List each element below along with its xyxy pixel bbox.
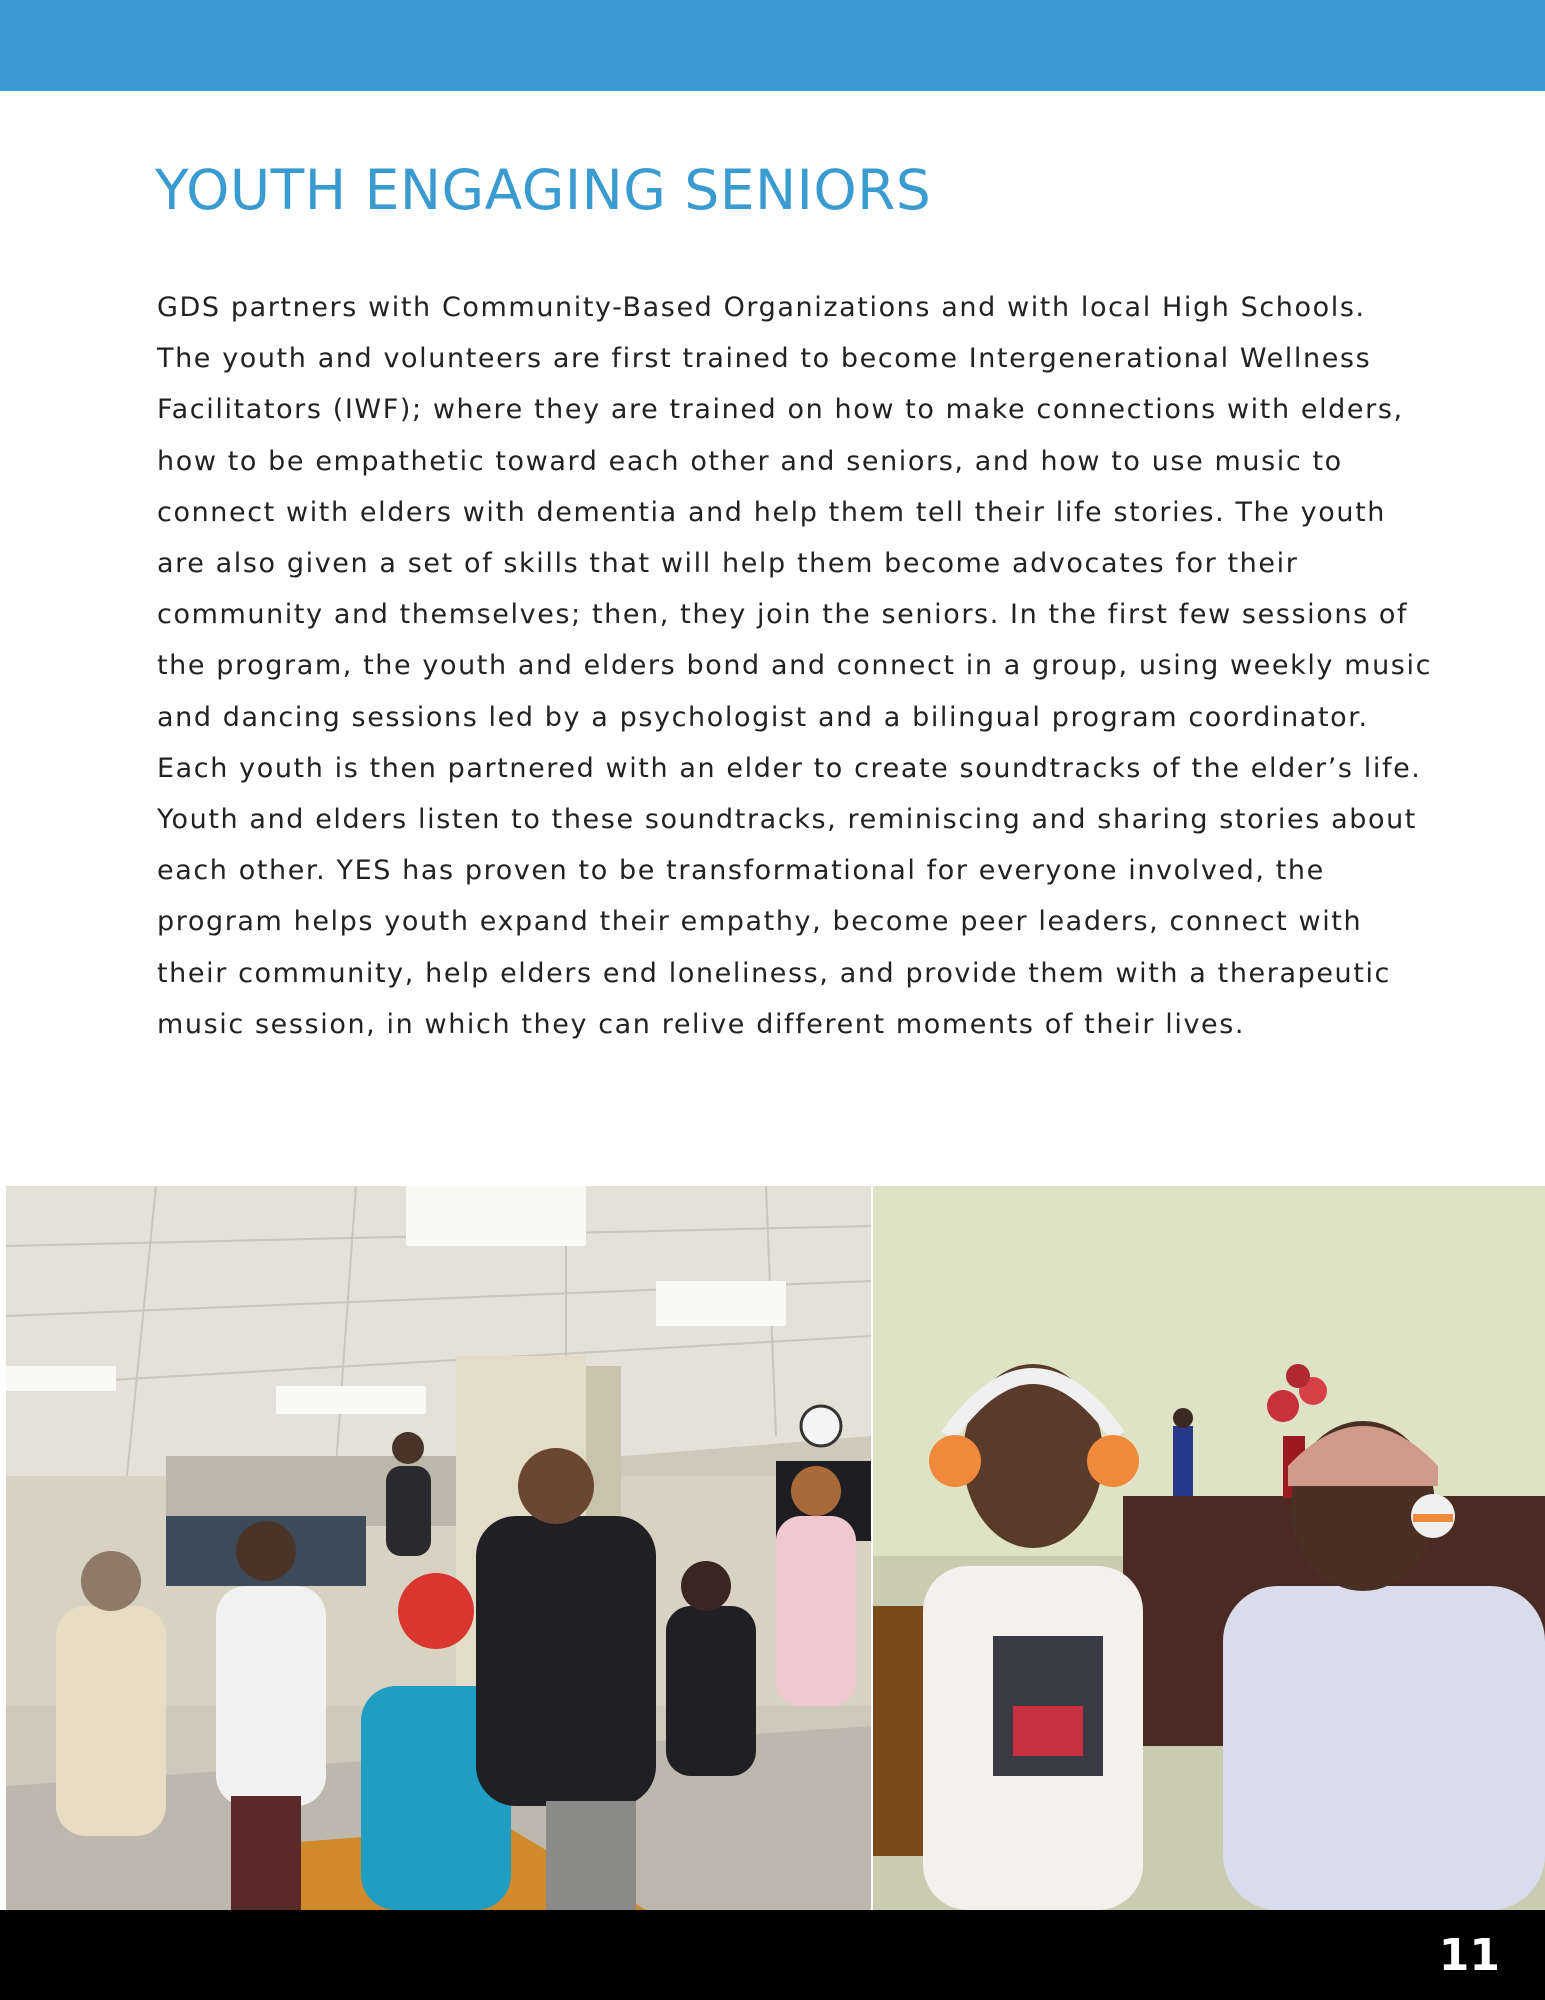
paragraph-line: each other. YES has proven to be transformational for everyone involved, the: [157, 855, 1325, 887]
paragraph-line: Facilitators (IWF); where they are trained on how to make connections with elders,: [157, 394, 1404, 426]
paragraph-line: their community, help elders end loneliness, and provide them with a therapeutic: [157, 957, 1391, 989]
footer-bar: [0, 1910, 1545, 2000]
paragraph-line: how to be empathetic toward each other and seniors, and how to use music to: [157, 445, 1343, 477]
header-bar: [0, 0, 1545, 91]
paragraph-line: community and themselves; then, they join the seniors. In the first few sessions of: [157, 599, 1409, 631]
paragraph-line: music session, in which they can relive different moments of their lives.: [157, 1008, 1246, 1040]
page-number: 11: [1438, 1930, 1500, 1981]
paragraph-line: connect with elders with dementia and help them tell their life stories. The youth: [157, 496, 1386, 528]
group-dance-photo: [6, 1186, 871, 1910]
page-title: YOUTH ENGAGING SENIORS: [155, 158, 932, 222]
paragraph-line: GDS partners with Community-Based Organizations and with local High Schools.: [157, 292, 1366, 323]
paragraph-line: are also given a set of skills that will help them become advocates for their: [157, 548, 1299, 580]
paragraph-line: the program, the youth and elders bond and connect in a group, using weekly music: [157, 650, 1433, 682]
paragraph-line: Each youth is then partnered with an elder to create soundtracks of the elder’s life.: [157, 752, 1422, 784]
paragraph-line: program helps youth expand their empathy, become peer leaders, connect with: [157, 906, 1363, 938]
paragraph-line: Youth and elders listen to these soundtracks, reminiscing and sharing stories about: [157, 804, 1417, 836]
paragraph-line: and dancing sessions led by a psychologist and a bilingual program coordinator.: [157, 701, 1369, 733]
paragraph-line: The youth and volunteers are first trained to become Intergenerational Wellness: [157, 343, 1372, 375]
headphones-photo: [873, 1186, 1545, 1910]
body-paragraph: [157, 282, 1433, 1050]
